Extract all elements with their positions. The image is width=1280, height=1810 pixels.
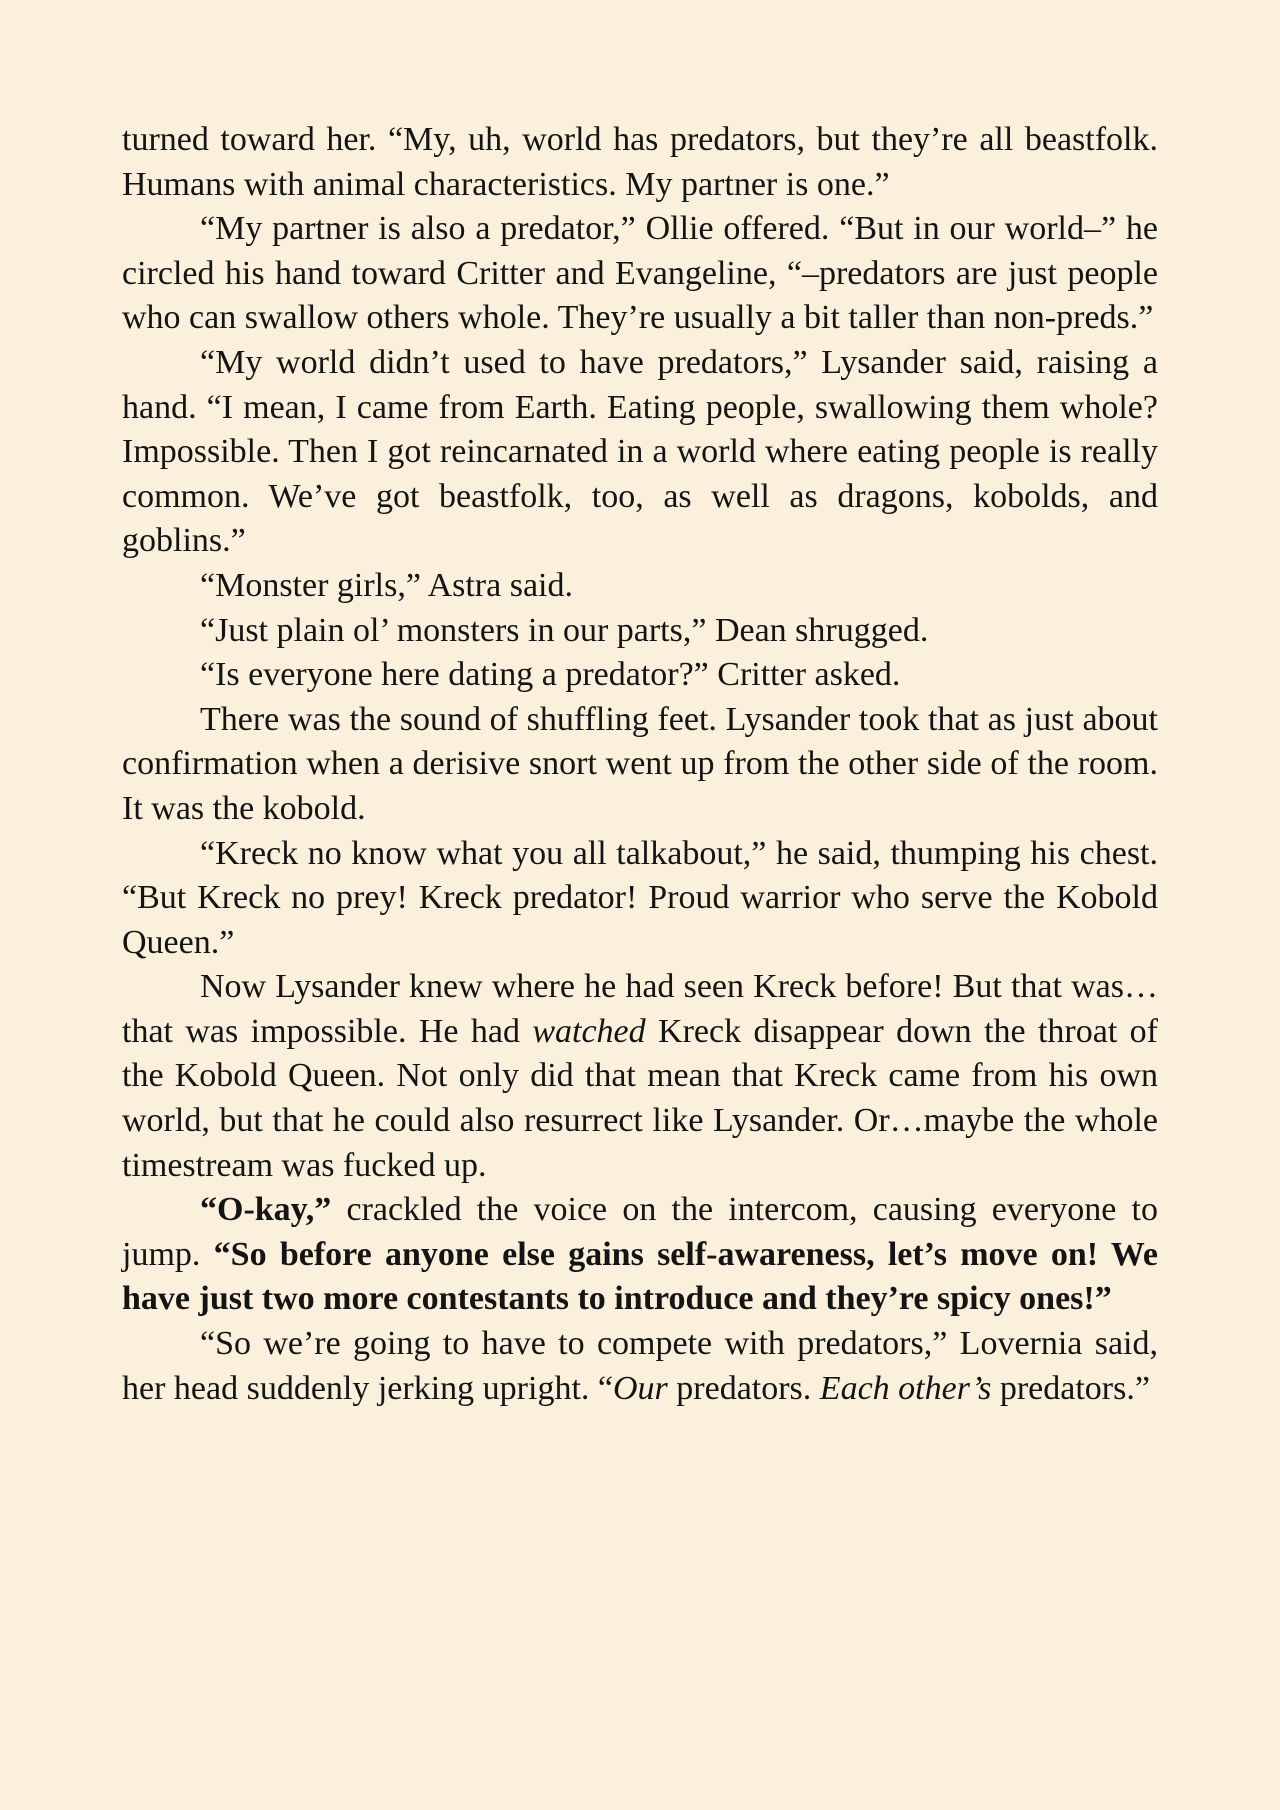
paragraph [122,564,1158,609]
text-segment: Kreck disappear down the throat of the Kobold Queen. Not only did that mean that Kreck came from his own world, but that he could also resurrect like Lysander. Or…maybe the whole timestream was fucked up. [122,1012,1158,1184]
bold-text-segment: “O-kay,” [200,1191,332,1229]
text-segment: There was the sound of shuffling feet. Lysander took that as just about confirmation when a derisive snort went up from the other side of the room. It was the kobold. [122,700,1158,827]
paragraph [122,207,1158,341]
italic-text-segment: Each other’s [819,1369,992,1407]
text-segment: turned toward her. “My, uh, world has predators, but they’re all beastfolk. Humans with animal characteristics. My partner is one.” [122,121,1158,203]
text-body [122,118,1158,1411]
text-segment: “My world didn’t used to have predators,” Lysander said, raising a hand. “I mean, I came from Earth. Eating people, swallowing them whole? Impossible. Then I got reincarnated in a world where eating people is really common. We’ve got beastfolk, too, as well as dragons, kobolds, and goblins.” [122,343,1158,560]
paragraph [122,698,1158,832]
bold-text-segment: “So before anyone else gains self-awareness, let’s move on! We have just two more contestants to introduce and they’re spicy ones!” [122,1235,1158,1318]
text-segment: crackled the voice on the intercom, causing everyone to jump. [122,1191,1158,1273]
paragraph [122,832,1158,966]
paragraph [122,1322,1158,1411]
paragraph [122,653,1158,698]
text-segment: “Just plain ol’ monsters in our parts,” Dean shrugged. [200,611,929,649]
text-segment: “Is everyone here dating a predator?” Critter asked. [200,656,901,694]
italic-text-segment: watched [532,1012,646,1050]
paragraph [122,1188,1158,1322]
paragraph [122,965,1158,1188]
text-segment: predators. [667,1369,820,1407]
text-segment: predators.” [991,1369,1150,1407]
paragraph [122,118,1158,207]
italic-text-segment: Our [612,1369,668,1407]
paragraph [122,609,1158,654]
text-segment: “Kreck no know what you all talkabout,” he said, thumping his chest. “But Kreck no prey! Kreck predator! Proud warrior who serve the Kobold Queen.” [122,834,1158,961]
paragraph [122,341,1158,564]
text-segment: “So we’re going to have to compete with predators,” Lovernia said, her head suddenly jerking upright. “ [122,1325,1158,1407]
text-segment: Now Lysander knew where he had seen Kreck before! But that was…that was impossible. He had [122,968,1158,1050]
text-segment: “Monster girls,” Astra said. [200,566,573,604]
text-segment: “My partner is also a predator,” Ollie offered. “But in our world–” he circled his hand toward Critter and Evangeline, “–predators are just people who can swallow others whole. They’re usually a bit taller than non-preds.” [122,210,1158,337]
